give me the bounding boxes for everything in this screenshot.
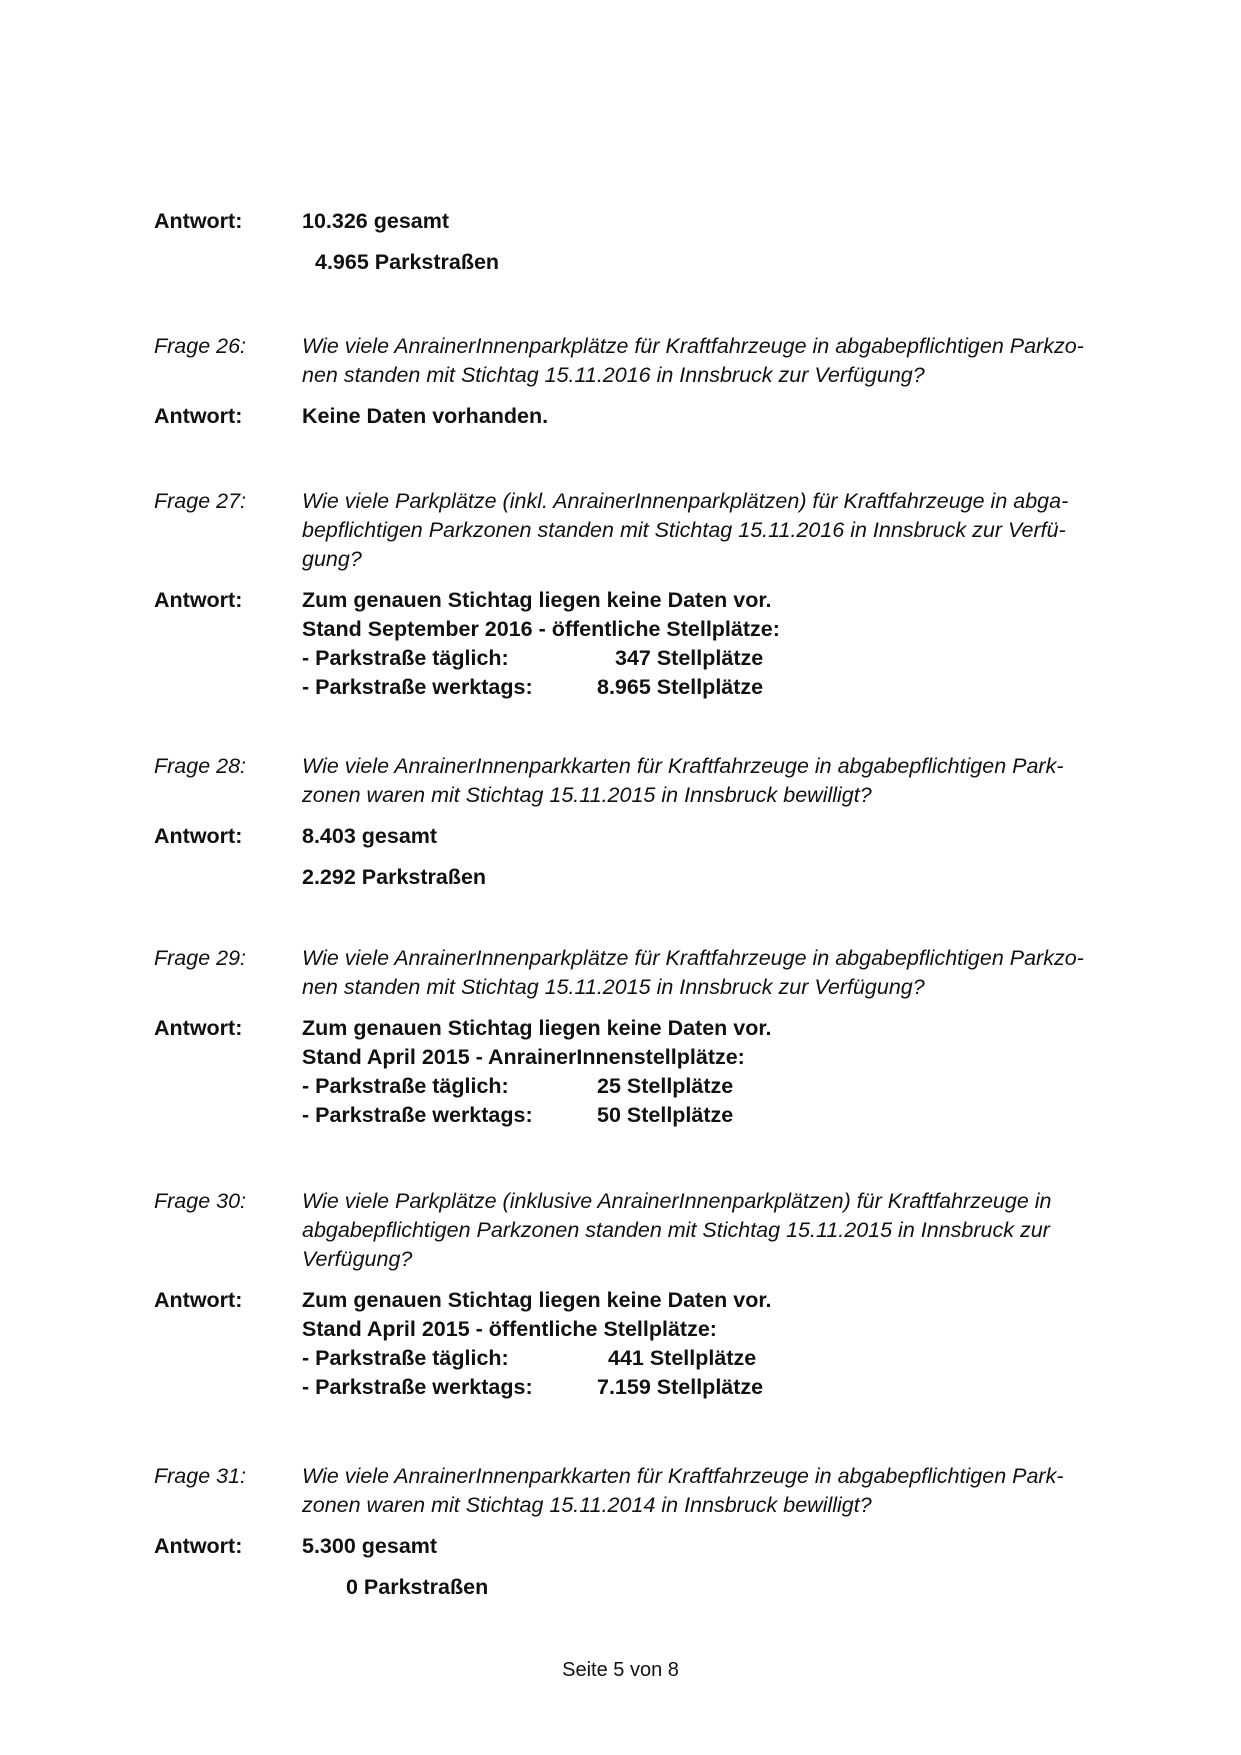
- stat-row: [302, 644, 1144, 673]
- question-line: Wie viele AnrainerInnenparkkarten für Kraftfahrzeuge in abgabepflichtigen Park-: [302, 1464, 1064, 1488]
- question-row: [154, 332, 1144, 390]
- question-line: gung?: [302, 547, 362, 571]
- frage-label: Frage 31:: [154, 1464, 247, 1488]
- stat-row: [302, 1373, 1144, 1402]
- answer-row: [154, 1286, 1144, 1402]
- question-text: [302, 332, 1144, 390]
- stat-value: 7.159 Stellplätze: [597, 1375, 764, 1399]
- answer-line: Zum genauen Stichtag liegen keine Daten vor.: [302, 588, 772, 612]
- stat-key: - Parkstraße täglich:: [302, 646, 509, 670]
- stat-value: 25 Stellplätze: [597, 1074, 734, 1098]
- frage-label: Frage 26:: [154, 334, 247, 358]
- question-text: [302, 1462, 1144, 1520]
- antwort-label: Antwort:: [154, 209, 243, 233]
- question-row: [154, 944, 1144, 1002]
- antwort-label: Antwort:: [154, 1288, 243, 1312]
- stat-row: [302, 1101, 1144, 1130]
- question-text: [302, 487, 1144, 574]
- question-line: zonen waren mit Stichtag 15.11.2015 in Innsbruck bewilligt?: [302, 783, 872, 807]
- question-text: [302, 1187, 1144, 1274]
- answer-text: [302, 207, 1144, 236]
- question-line: Wie viele AnrainerInnenparkkarten für Kraftfahrzeuge in abgabepflichtigen Park-: [302, 754, 1064, 778]
- question-line: Wie viele AnrainerInnenparkplätze für Kraftfahrzeuge in abgabepflichtigen Parkzo-: [302, 334, 1084, 358]
- question-text: [302, 752, 1144, 810]
- antwort-label: Antwort:: [154, 1016, 243, 1040]
- page-number: Seite 5 von 8: [562, 1659, 679, 1681]
- answer-row: [154, 1532, 1144, 1561]
- question-line: abgabepflichtigen Parkzonen standen mit Stichtag 15.11.2015 in Innsbruck zur: [302, 1218, 1050, 1242]
- answer-text: [302, 586, 1144, 702]
- question-line: Wie viele Parkplätze (inkl. AnrainerInnenparkplätzen) für Kraftfahrzeuge in abga-: [302, 489, 1069, 513]
- answer-row: [154, 586, 1144, 702]
- answer-line: 5.300 gesamt: [302, 1534, 438, 1558]
- answer-text: [302, 402, 1144, 431]
- answer-line: 8.403 gesamt: [302, 824, 438, 848]
- frage-label: Frage 30:: [154, 1189, 247, 1213]
- answer-line: Stand April 2015 - AnrainerInnenstellplätze:: [302, 1045, 745, 1069]
- stat-row: [302, 673, 1144, 702]
- answer-row: [154, 207, 1144, 236]
- answer-row: [154, 402, 1144, 431]
- question-line: Verfügung?: [302, 1247, 413, 1271]
- question-line: Wie viele AnrainerInnenparkplätze für Kraftfahrzeuge in abgabepflichtigen Parkzo-: [302, 946, 1084, 970]
- antwort-label: Antwort:: [154, 1534, 243, 1558]
- question-line: nen standen mit Stichtag 15.11.2016 in Innsbruck zur Verfügung?: [302, 363, 925, 387]
- question-text: [302, 944, 1144, 1002]
- answer-line: Zum genauen Stichtag liegen keine Daten vor.: [302, 1288, 772, 1312]
- antwort-label: Antwort:: [154, 588, 243, 612]
- answer-sub-row: [154, 248, 1144, 277]
- question-row: [154, 752, 1144, 810]
- answer-text: [302, 822, 1144, 851]
- frage-label: Frage 29:: [154, 946, 247, 970]
- question-block-28: [154, 752, 1144, 892]
- answer-line: Zum genauen Stichtag liegen keine Daten vor.: [302, 1016, 772, 1040]
- question-row: [154, 1187, 1144, 1274]
- answer-sub-line: 2.292 Parkstraßen: [302, 865, 487, 889]
- antwort-label: Antwort:: [154, 404, 243, 428]
- stat-value: 441 Stellplätze: [608, 1346, 757, 1370]
- answer-row: [154, 822, 1144, 851]
- answer-text: [302, 1286, 1144, 1402]
- stat-value: 347 Stellplätze: [615, 646, 764, 670]
- answer-row: [154, 1014, 1144, 1130]
- answer-text: [302, 1532, 1144, 1561]
- answer-sub-line: 0 Parkstraßen: [346, 1575, 489, 1599]
- stat-key: - Parkstraße werktags:: [302, 675, 533, 699]
- question-block-31: [154, 1462, 1144, 1602]
- stat-value: 50 Stellplätze: [597, 1103, 734, 1127]
- answer-sub-line: 4.965 Parkstraßen: [315, 250, 500, 274]
- question-block-30: [154, 1187, 1144, 1402]
- stat-row: [302, 1072, 1144, 1101]
- question-line: Wie viele Parkplätze (inklusive AnrainerInnenparkplätzen) für Kraftfahrzeuge in: [302, 1189, 1052, 1213]
- frage-label: Frage 27:: [154, 489, 247, 513]
- question-line: nen standen mit Stichtag 15.11.2015 in Innsbruck zur Verfügung?: [302, 975, 925, 999]
- answer-block-top: [154, 207, 1144, 277]
- question-block-27: [154, 487, 1144, 702]
- answer-sub-row: [154, 1573, 1144, 1602]
- question-line: zonen waren mit Stichtag 15.11.2014 in Innsbruck bewilligt?: [302, 1493, 872, 1517]
- stat-key: - Parkstraße werktags:: [302, 1375, 533, 1399]
- answer-line: Keine Daten vorhanden.: [302, 404, 549, 428]
- question-row: [154, 1462, 1144, 1520]
- antwort-label: Antwort:: [154, 824, 243, 848]
- stat-key: - Parkstraße täglich:: [302, 1346, 509, 1370]
- answer-text: [302, 1014, 1144, 1130]
- stat-key: - Parkstraße werktags:: [302, 1103, 533, 1127]
- frage-label: Frage 28:: [154, 754, 247, 778]
- question-block-29: [154, 944, 1144, 1130]
- answer-line: Stand September 2016 - öffentliche Stellplätze:: [302, 617, 780, 641]
- answer-line: 10.326 gesamt: [302, 209, 450, 233]
- question-row: [154, 487, 1144, 574]
- stat-key: - Parkstraße täglich:: [302, 1074, 509, 1098]
- answer-sub-row: [154, 863, 1144, 892]
- stat-value: 8.965 Stellplätze: [597, 675, 764, 699]
- answer-line: Stand April 2015 - öffentliche Stellplätze:: [302, 1317, 717, 1341]
- question-line: bepflichtigen Parkzonen standen mit Stichtag 15.11.2016 in Innsbruck zur Verfü-: [302, 518, 1066, 542]
- question-block-26: [154, 332, 1144, 431]
- stat-row: [302, 1344, 1144, 1373]
